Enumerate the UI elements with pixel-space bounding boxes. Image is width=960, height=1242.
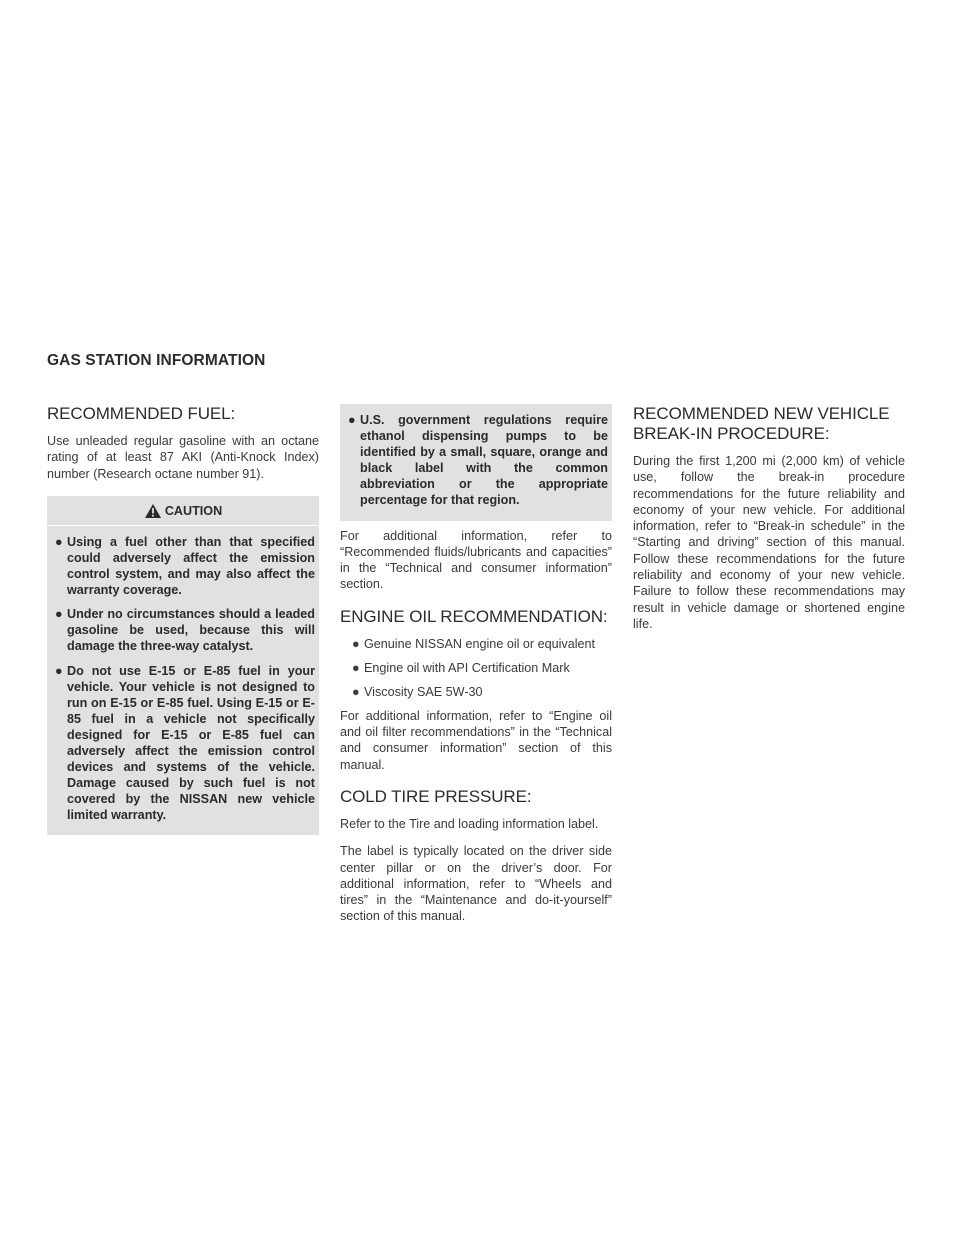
bullet-icon: ●: [352, 684, 360, 699]
break-in-heading-line1: RECOMMENDED NEW VEHICLE: [633, 404, 890, 423]
engine-oil-heading: ENGINE OIL RECOMMENDATION:: [340, 606, 608, 626]
bullet-icon: ●: [352, 660, 360, 675]
engine-oil-text: For additional information, refer to “Engine oil and oil filter recommendations” in the “Technical and consumer information” section of this manual.: [340, 708, 612, 772]
caution-box-continued: [340, 404, 612, 521]
section-title: GAS STATION INFORMATION: [47, 352, 266, 369]
list-item: [340, 684, 612, 700]
list-item-text: Genuine NISSAN engine oil or equivalent: [364, 636, 596, 651]
break-in-heading-line2: BREAK-IN PROCEDURE:: [633, 424, 830, 443]
caution-item: [47, 534, 319, 598]
bullet-icon: ●: [55, 663, 63, 678]
break-in-heading: [633, 404, 905, 444]
list-item-text: Engine oil with API Certification Mark: [364, 660, 570, 675]
caution-item: [47, 663, 319, 824]
cold-tire-text-2: The label is typically located on the driver side center pillar or on the driver’s door. For additional information, refer to “Wheels and tires” in the “Maintenance and do-it-yourself” section of this manual.: [340, 844, 612, 924]
fluids-reference-text: For additional information, refer to “Recommended fluids/lubricants and capacities” in the “Technical and consumer information” section.: [340, 528, 612, 592]
column-right: [633, 404, 905, 643]
caution-box: [47, 496, 319, 836]
bullet-icon: ●: [55, 534, 63, 549]
caution-item-text: U.S. government regulations require ethanol dispensing pumps to be identified by a small, square, orange and black label with the common abbreviation or the appropriate percentage for that region.: [360, 413, 608, 508]
cold-tire-heading: COLD TIRE PRESSURE:: [340, 786, 532, 806]
caution-item: [47, 606, 319, 654]
cold-tire-text-1: Refer to the Tire and loading information label.: [340, 816, 599, 831]
bullet-icon: ●: [352, 636, 360, 651]
column-middle: [340, 404, 612, 936]
caution-item: [340, 412, 612, 509]
caution-header: [47, 496, 319, 526]
break-in-text: During the first 1,200 mi (2,000 km) of vehicle use, follow the break-in procedure recommendations for the future reliability and economy of your new vehicle. For additional information, refer to “Break-in schedule” in the “Starting and driving” section of this manual. Follow these recommendations for the future reliability and economy of your new vehicle. Failure to follow these recommendations may result in vehicle damage or shortened engine life.: [633, 454, 905, 631]
caution-item-text: Under no circumstances should a leaded gasoline be used, because this will damage the three-way catalyst.: [67, 607, 315, 654]
list-item-text: Viscosity SAE 5W-30: [364, 684, 483, 699]
caution-item-text: Do not use E-15 or E-85 fuel in your vehicle. Your vehicle is not designed to run on E-15 or E-85 fuel. Using E-15 or E-85 fuel in a vehicle not specifically designed for E-15 or E-85 fuel can adversely affect the emission control devices and systems of the vehicle. Damage caused by such fuel is not covered by the NISSAN new vehicle limited warranty.: [67, 663, 315, 823]
recommended-fuel-heading: RECOMMENDED FUEL:: [47, 404, 236, 423]
warning-triangle-icon: [144, 503, 162, 519]
caution-item-text: Using a fuel other than that specified could adversely affect the emission control system, and may also affect the warranty coverage.: [67, 534, 315, 598]
column-left: [47, 404, 319, 835]
list-item: [340, 660, 612, 676]
bullet-icon: ●: [55, 607, 63, 622]
bullet-icon: ●: [348, 413, 356, 427]
list-item: [340, 636, 612, 652]
recommended-fuel-text: Use unleaded regular gasoline with an octane rating of at least 87 AKI (Anti-Knock Index) number (Research octane number 91).: [47, 434, 319, 481]
caution-label: CAUTION: [164, 503, 223, 518]
